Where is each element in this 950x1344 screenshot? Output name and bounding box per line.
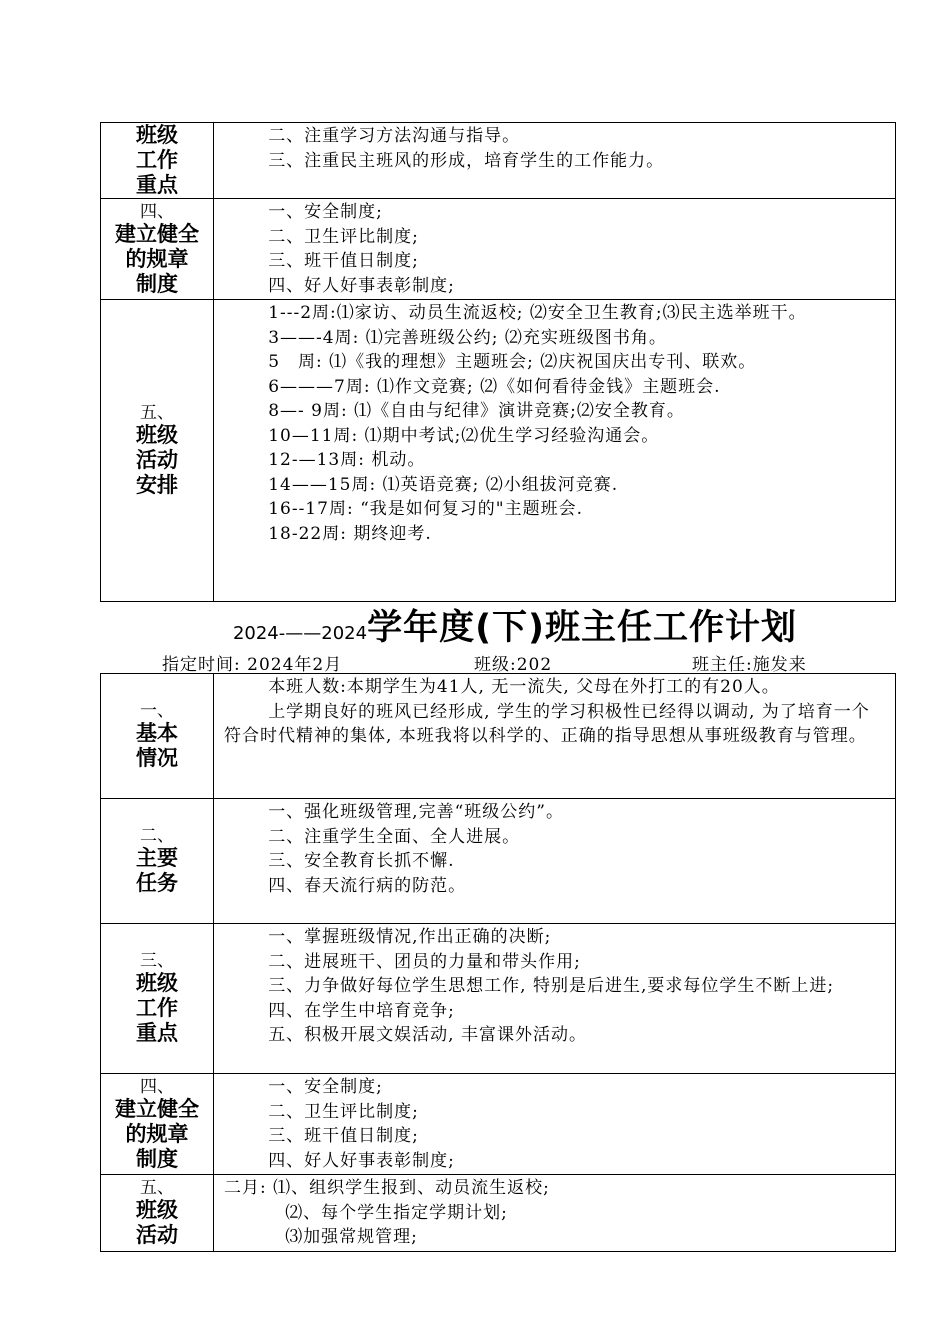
heading-number: 三、	[140, 951, 174, 971]
row-content	[214, 924, 896, 1074]
heading-line: 活动	[136, 1222, 178, 1247]
content-line: 10—11周: ⑴期中考试;⑵优生学习经验沟通会。	[268, 425, 660, 446]
content-line: 二、进展班干、团员的力量和带头作用;	[268, 951, 581, 972]
content-line: 6———7周: ⑴作文竞赛; ⑵《如何看待金钱》主题班会.	[268, 376, 721, 397]
heading-line: 任务	[136, 871, 178, 895]
content-line: 四、春天流行病的防范。	[268, 875, 467, 896]
content-line: 二、注重学习方法沟通与指导。	[268, 126, 521, 146]
table-row	[101, 1175, 896, 1252]
table-row	[101, 1074, 896, 1175]
title-years: 2024-——2024	[232, 623, 368, 644]
content-line: ⑶加强常规管理;	[285, 1227, 418, 1247]
content-line: 四、好人好事表彰制度;	[268, 1150, 455, 1171]
heading-line: 主要	[136, 846, 178, 870]
heading-number: 四、	[140, 201, 174, 222]
table-row	[101, 123, 896, 199]
class-number: 班级:202	[474, 655, 553, 675]
heading-line: 班级	[136, 423, 178, 447]
content-line: 二、卫生评比制度;	[268, 1101, 419, 1122]
content-line: 四、好人好事表彰制度;	[268, 275, 455, 296]
content-line: 3——-4周: ⑴完善班级公约; ⑵充实班级图书角。	[268, 327, 667, 348]
table-row	[101, 199, 896, 300]
content-line: 四、在学生中培育竞争;	[268, 1000, 455, 1021]
content-line: 一、掌握班级情况,作出正确的决断;	[268, 927, 552, 947]
heading-line: 安排	[136, 473, 178, 497]
content-line: 8—- 9周: ⑴《自由与纪律》演讲竞赛;⑵安全教育。	[268, 401, 685, 421]
content-line: 三、力争做好每位学生思想工作, 特别是后进生,要求每位学生不断上进;	[268, 976, 835, 996]
content-line: 三、安全教育长抓不懈.	[268, 851, 455, 871]
heading-number: 一、	[140, 701, 174, 721]
content-line: 14——15周: ⑴英语竞赛; ⑵小组拔河竞赛.	[268, 474, 619, 495]
row-heading	[101, 199, 214, 300]
row-heading	[101, 799, 214, 924]
heading-line: 活动	[136, 448, 178, 472]
row-heading	[101, 300, 214, 602]
row-content	[214, 1074, 896, 1175]
teacher-name: 班主任:施发来	[692, 655, 807, 675]
heading-line: 制度	[136, 1146, 178, 1171]
row-heading	[101, 924, 214, 1074]
heading-number: 五、	[140, 403, 174, 423]
content-line: 三、班干值日制度;	[268, 251, 419, 271]
content-line: 12-—13周: 机动。	[268, 450, 426, 470]
content-line: 二、卫生评比制度;	[268, 226, 419, 247]
heading-line: 班级	[136, 1197, 178, 1222]
row-content	[214, 300, 896, 602]
top-plan-table	[100, 122, 896, 602]
heading-line: 工作	[136, 148, 178, 172]
content-line: 一、安全制度;	[268, 1077, 383, 1097]
content-line: 18-22周: 期终迎考.	[268, 523, 432, 544]
heading-line: 的规章	[125, 1121, 189, 1146]
content-line: 二月: ⑴、组织学生报到、动员流生返校;	[224, 1178, 550, 1198]
heading-line: 的规章	[125, 246, 189, 271]
row-heading	[101, 123, 214, 199]
heading-line: 班级	[136, 123, 178, 147]
content-line: 一、安全制度;	[268, 202, 383, 222]
row-content	[214, 199, 896, 300]
row-heading	[101, 1175, 214, 1252]
content-line: 二、注重学生全面、全人进展。	[268, 826, 521, 847]
heading-line: 重点	[136, 1021, 178, 1045]
content-line: 16--17周: “我是如何复习的"主题班会.	[268, 499, 583, 519]
page-title	[0, 600, 950, 650]
table-row	[101, 924, 896, 1074]
content-line: 上学期良好的班风已经形成, 学生的学习积极性已经得以调动, 为了培育一个符合时代精神的集体, 本班我将以科学的、正确的指导思想从事班级教育与管理。	[224, 701, 870, 746]
heading-line: 工作	[136, 996, 178, 1020]
heading-number: 二、	[140, 826, 174, 846]
row-heading	[101, 1074, 214, 1175]
content-line: 一、强化班级管理,完善“班级公约”。	[268, 802, 564, 822]
table-row	[101, 674, 896, 799]
table-row	[101, 799, 896, 924]
heading-line: 情况	[136, 746, 178, 770]
row-content	[214, 1175, 896, 1252]
content-line: ⑵、每个学生指定学期计划;	[285, 1202, 508, 1223]
row-heading	[101, 674, 214, 799]
heading-line: 班级	[136, 971, 178, 995]
table-row	[101, 300, 896, 602]
content-line: 5 周: ⑴《我的理想》主题班会; ⑵庆祝国庆出专刊、联欢。	[268, 352, 757, 372]
heading-line: 建立健全	[115, 221, 199, 246]
content-line: 五、积极开展文娱活动, 丰富课外活动。	[268, 1025, 587, 1045]
heading-number: 四、	[140, 1076, 174, 1097]
content-line: 1---2周:⑴家访、动员生流返校; ⑵安全卫生教育;⑶民主选举班干。	[268, 303, 807, 323]
row-content	[214, 123, 896, 199]
row-content	[214, 799, 896, 924]
title-text: 学年度(下)班主任工作计划	[367, 608, 798, 648]
content-line: 本班人数:本期学生为41人, 无一流失, 父母在外打工的有20人。	[268, 677, 780, 697]
plan-date: 指定时间: 2024年2月	[162, 655, 343, 675]
heading-line: 基本	[136, 721, 178, 745]
bottom-plan-table	[100, 673, 896, 1252]
content-line: 三、注重民主班风的形成，培育学生的工作能力。	[268, 150, 665, 171]
heading-line: 重点	[136, 173, 178, 197]
heading-number: 五、	[140, 1177, 174, 1198]
row-content	[214, 674, 896, 799]
heading-line: 制度	[136, 271, 178, 296]
content-line: 三、班干值日制度;	[268, 1126, 419, 1146]
heading-line: 建立健全	[115, 1096, 199, 1121]
